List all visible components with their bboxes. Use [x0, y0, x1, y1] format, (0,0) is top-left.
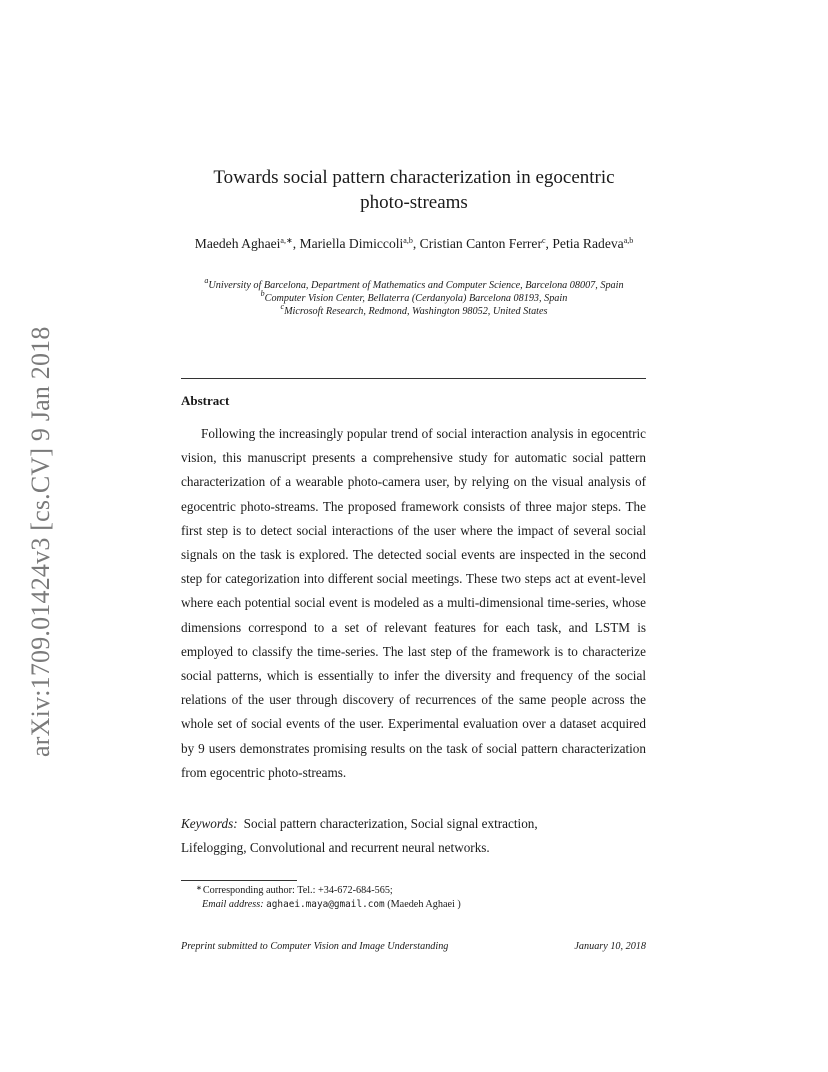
author-name: Mariella Dimiccoli	[299, 236, 404, 251]
footnote-email-line	[196, 898, 636, 912]
footnote-email-address[interactable]: aghaei.maya@gmail.com	[266, 899, 385, 910]
author-affiliation-mark: a,b	[403, 236, 413, 245]
author-separator: ,	[412, 236, 420, 251]
corresponding-author-footnote	[196, 884, 636, 912]
footnote-mark: ∗	[196, 884, 202, 892]
author-list	[170, 235, 658, 252]
abstract-body: Following the increasingly popular trend of social interaction analysis in egocentric vision, this manuscript presents a comprehensive study for automatic social pattern characterization of a wearable photo-camera user, by relying on the visual analysis of egocentric photo-streams. The proposed framework consists of three major steps. The first step is to detect social interactions of the user where the impact of several social signals on the task is explored. The detected social events are inspected in the second step for categorization into different social meetings. These two steps act at event-level where each potential social event is modeled as a multi-dimensional time-series, whose dimensions correspond to a set of relevant features for each task, and LSTM is employed to classify the time-series. The last step of the framework is to characterize social patterns, which is essentially to infer the diversity and frequency of the social relations of the user through discovery of recurrences of the same people across the whole set of social events of the user. Experimental evaluation over a dataset acquired by 9 users demonstrates promising results on the task of social pattern characterization from egocentric photo-streams.	[181, 426, 646, 780]
paper-title	[160, 165, 668, 215]
affiliation-text: University of Barcelona, Department of Mathematics and Computer Science, Barcelona 08007, Spain	[208, 280, 624, 291]
author-name: Petia Radeva	[552, 236, 624, 251]
arxiv-identifier-text: arXiv:1709.01424v3 [cs.CV] 9 Jan 2018	[26, 326, 55, 757]
author-affiliation-mark: c	[541, 236, 546, 245]
affiliation	[182, 301, 646, 319]
affiliation	[182, 276, 646, 293]
affiliation-mark: a	[204, 276, 209, 285]
author	[420, 236, 553, 251]
footnote-email-owner: (Maedeh Aghaei )	[387, 899, 461, 910]
author-name: Cristian Canton Ferrer	[419, 236, 542, 251]
page-footer	[181, 940, 646, 954]
author	[195, 236, 300, 251]
footnote-corresponding-line	[196, 884, 636, 898]
footnote-email-label: Email address:	[202, 899, 264, 910]
author-affiliation-mark: a,b	[623, 236, 634, 245]
footer-date: January 10, 2018	[574, 941, 646, 952]
affiliation-mark: c	[280, 301, 285, 311]
keywords-label: Keywords:	[181, 816, 238, 831]
author	[299, 236, 419, 251]
keywords-text: Social pattern characterization, Social signal extraction, Lifelogging, Convolutional and recurrent neural networks.	[181, 816, 538, 855]
paper-title-line-1: Towards social pattern characterization in egocentric	[213, 167, 615, 188]
author-affiliation-mark: a,∗	[280, 236, 293, 245]
keywords	[181, 812, 601, 860]
footnote-corresponding-text: Corresponding author: Tel.: +34-672-684-565;	[202, 885, 393, 896]
abstract-top-rule	[181, 378, 646, 379]
footnote-rule	[181, 880, 297, 881]
author-name: Maedeh Aghaei	[194, 236, 281, 251]
affiliation-mark: b	[260, 288, 265, 298]
footer-submission-note: Preprint submitted to Computer Vision and Image Understanding	[181, 941, 449, 952]
abstract-heading: Abstract	[181, 393, 230, 408]
affiliation	[182, 288, 646, 306]
affiliation-text: Computer Vision Center, Bellaterra (Cerdanyola) Barcelona 08193, Spain	[264, 292, 568, 304]
paper-title-line-2: photo-streams	[360, 192, 468, 213]
author-separator: ,	[292, 236, 300, 251]
affiliation-text: Microsoft Research, Redmond, Washington 98052, United States	[284, 305, 548, 317]
arxiv-identifier-stamp	[20, 297, 60, 757]
author-separator: ,	[545, 236, 553, 251]
affiliation-list	[182, 276, 646, 318]
author	[552, 236, 633, 251]
